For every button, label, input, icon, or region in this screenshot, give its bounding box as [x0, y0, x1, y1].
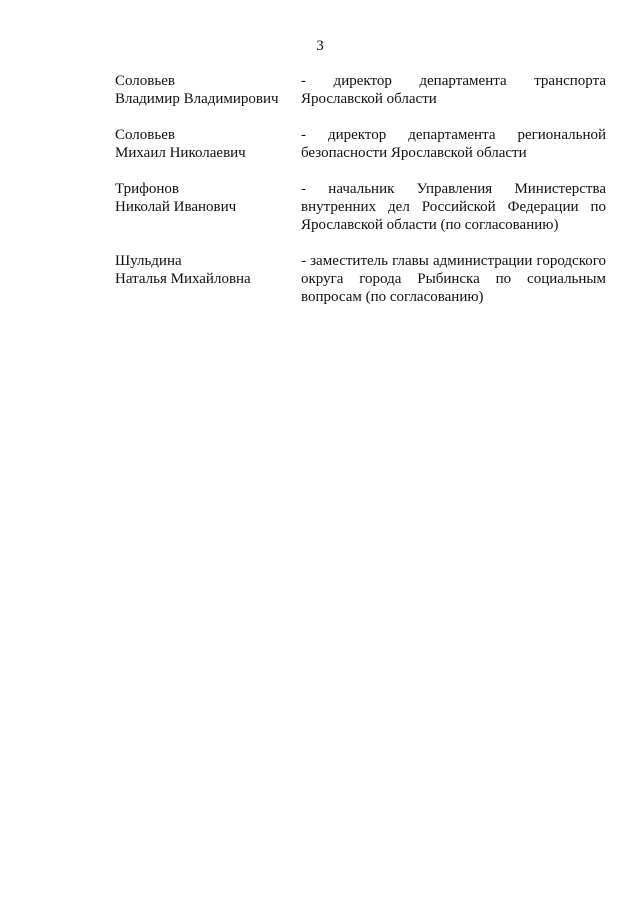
member-surname: Соловьев	[115, 127, 175, 143]
member-name	[115, 252, 301, 306]
members-list	[115, 72, 606, 306]
list-item	[115, 180, 606, 234]
member-position	[301, 126, 606, 162]
member-name	[115, 72, 301, 108]
member-given-names: Владимир Владимирович	[115, 91, 279, 107]
page-number	[0, 37, 640, 55]
list-item	[115, 252, 606, 306]
member-position	[301, 252, 606, 306]
member-name	[115, 126, 301, 162]
page-number-text: 3	[316, 38, 324, 54]
member-given-names: Николай Иванович	[115, 199, 237, 215]
member-name	[115, 180, 301, 234]
member-surname: Шульдина	[115, 253, 182, 269]
member-given-names: Михаил Николаевич	[115, 145, 246, 161]
list-item	[115, 126, 606, 162]
member-position-text: - директор департамента транспорта Ярославской области	[301, 73, 606, 107]
member-surname: Трифонов	[115, 181, 179, 197]
member-position	[301, 72, 606, 108]
member-position	[301, 180, 606, 234]
member-position-text: - начальник Управления Министерства внутренних дел Российской Федерации по Ярославской области (по согласованию)	[301, 181, 606, 233]
member-given-names: Наталья Михайловна	[115, 271, 251, 287]
list-item	[115, 72, 606, 108]
member-position-text: - заместитель главы администрации городского округа города Рыбинска по социальным вопросам (по согласованию)	[301, 253, 606, 305]
member-surname: Соловьев	[115, 73, 175, 89]
member-position-text: - директор департамента региональной безопасности Ярославской области	[301, 127, 606, 161]
